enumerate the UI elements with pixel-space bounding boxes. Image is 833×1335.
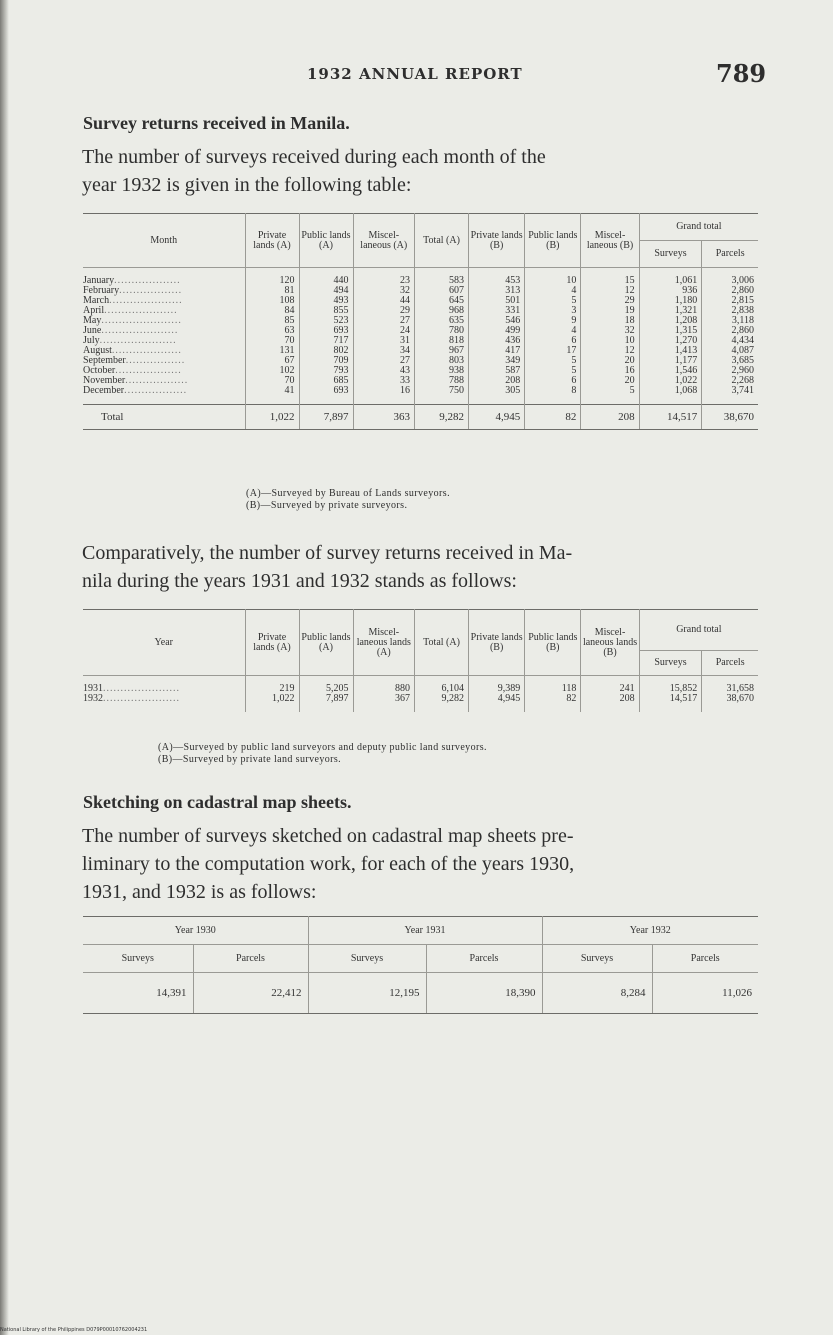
table-cell: 685	[299, 376, 353, 386]
table-cell: 4	[525, 326, 581, 336]
total-row	[83, 405, 758, 430]
table-cell: 34	[353, 346, 415, 356]
table-cell: 1,022	[639, 376, 702, 386]
table-cell: 436	[469, 336, 525, 346]
dot-leader: ...................	[115, 365, 182, 376]
table-cell: 29	[581, 296, 639, 306]
table-cell: 44	[353, 296, 415, 306]
table-cell: 4,434	[731, 335, 754, 346]
table-cell: 855	[299, 306, 353, 316]
col-month: Month	[83, 214, 245, 268]
table-cell: 717	[299, 336, 353, 346]
table-cell: 493	[299, 296, 353, 306]
table-cell: 3,118	[731, 315, 754, 326]
table-row	[83, 316, 758, 326]
table-cell: 1,180	[639, 296, 702, 306]
table-cell: 499	[469, 326, 525, 336]
col-total-a: Total (A)	[415, 214, 469, 268]
table-cell: 63	[245, 326, 299, 336]
paragraph-line: The number of surveys received during each month of the	[82, 146, 546, 168]
dot-leader: .....................	[104, 305, 178, 316]
table-cell: 219	[245, 684, 299, 694]
table-cell: 2,960	[731, 365, 754, 376]
table-row	[83, 336, 758, 346]
table-row	[83, 684, 758, 694]
col-miscellaneous-lands-b: Miscel-laneous lands (B)	[581, 610, 639, 676]
table-cell: 546	[469, 316, 525, 326]
col-miscellaneous-a: Miscel-laneous (A)	[353, 214, 415, 268]
table-cell: 587	[469, 366, 525, 376]
table-cell: 18	[581, 316, 639, 326]
table-cell: 2,815	[731, 295, 754, 306]
total-cell: 14,517	[639, 405, 702, 430]
total-cell: 82	[525, 405, 581, 430]
table-cell: 27	[353, 356, 415, 366]
row-label: May.......................	[83, 316, 245, 326]
table-cell: 1,177	[639, 356, 702, 366]
col-grand-total: Grand total	[639, 610, 758, 651]
table-cell: 2,268	[731, 375, 754, 386]
table-cell: 1,321	[639, 306, 702, 316]
col-private-lands-b: Private lands (B)	[469, 610, 525, 676]
total-cell: 208	[581, 405, 639, 430]
col-surveys-1932: Surveys	[542, 945, 652, 973]
col-year-1930: Year 1930	[83, 917, 308, 945]
table-cell: 32	[353, 286, 415, 296]
table-cell: 82	[525, 694, 581, 704]
col-miscellaneous-lands-a: Miscel-laneous lands (A)	[353, 610, 415, 676]
spacer-row	[83, 676, 758, 685]
row-label: February..................	[83, 286, 245, 296]
col-parcels-1930: Parcels	[193, 945, 308, 973]
table-cell: 967	[415, 346, 469, 356]
col-surveys-1930: Surveys	[83, 945, 193, 973]
table-cell: 1,413	[639, 346, 702, 356]
book-spine-shadow	[0, 0, 9, 1335]
col-parcels: Parcels	[702, 651, 758, 676]
table-cell: 208	[581, 694, 639, 704]
table-cell: 780	[415, 326, 469, 336]
table-cell: 494	[299, 286, 353, 296]
table-cell: 24	[353, 326, 415, 336]
table-cell: 16	[353, 386, 415, 396]
table-cell: 20	[581, 356, 639, 366]
table-cell: 793	[299, 366, 353, 376]
table-cell: 6	[525, 336, 581, 346]
row-label: July......................	[83, 336, 245, 346]
section-heading-survey-returns: Survey returns received in Manila.	[83, 113, 350, 133]
table-cell: 6,104	[415, 684, 469, 694]
table-cell: 20	[581, 376, 639, 386]
table-cell: 501	[469, 296, 525, 306]
table-cell: 693	[299, 386, 353, 396]
table-cell: 2,838	[731, 305, 754, 316]
section-heading-sketching: Sketching on cadastral map sheets.	[83, 792, 352, 812]
table-cell: 349	[469, 356, 525, 366]
table-cell: 417	[469, 346, 525, 356]
dot-leader: ..................	[125, 375, 189, 386]
spacer-row	[83, 268, 758, 277]
total-cell: 363	[353, 405, 415, 430]
table-cell: 709	[299, 356, 353, 366]
table-cell: 4,087	[731, 345, 754, 356]
table-cell: 3,685	[731, 355, 754, 366]
table-cell: 70	[245, 336, 299, 346]
paragraph-line: year 1932 is given in the following table:	[82, 174, 412, 196]
spacer-row	[83, 704, 758, 712]
table-cell: 18,390	[426, 973, 542, 1014]
dot-leader: ...................	[114, 275, 181, 286]
table-cell: 31,658	[726, 683, 754, 694]
page-number: 789	[716, 59, 767, 88]
table-cell: 8,284	[542, 973, 652, 1014]
table-cell: 9,389	[469, 684, 525, 694]
table-cell: 635	[415, 316, 469, 326]
dot-leader: .................	[125, 355, 186, 366]
table-cell: 12	[581, 286, 639, 296]
table-cell: 43	[353, 366, 415, 376]
spacer-row	[83, 396, 758, 405]
table-cell: 27	[353, 316, 415, 326]
paragraph-line: liminary to the computation work, for each of the years 1930,	[82, 853, 575, 875]
dot-leader: ......................	[103, 683, 180, 694]
col-surveys-1931: Surveys	[308, 945, 426, 973]
table-cell: 2,860	[731, 285, 754, 296]
table-cell: 5,205	[299, 684, 353, 694]
table-cell: 15	[581, 276, 639, 286]
table-row	[83, 276, 758, 286]
dot-leader: ....................	[111, 345, 182, 356]
col-public-lands-a: Public lands (A)	[299, 610, 353, 676]
table-cell: 16	[581, 366, 639, 376]
table-cell: 607	[415, 286, 469, 296]
dot-leader: ..................	[119, 285, 183, 296]
dot-leader: ......................	[103, 693, 180, 704]
paragraph-line: nila during the years 1931 and 1932 stands as follows:	[82, 570, 517, 592]
table-cell: 23	[353, 276, 415, 286]
table-cell: 802	[299, 346, 353, 356]
table-cell: 1,315	[639, 326, 702, 336]
table-cell: 880	[353, 684, 415, 694]
col-year-1931: Year 1931	[308, 917, 542, 945]
table-cell: 1,068	[639, 386, 702, 396]
row-label: September.................	[83, 356, 245, 366]
table-cell: 108	[245, 296, 299, 306]
table-cell: 81	[245, 286, 299, 296]
table-cell: 15,852	[639, 684, 702, 694]
table-cell: 5	[525, 356, 581, 366]
sketching-table	[83, 916, 758, 1014]
table-cell: 32	[581, 326, 639, 336]
table-cell: 241	[581, 684, 639, 694]
table-cell: 102	[245, 366, 299, 376]
col-surveys: Surveys	[639, 241, 702, 268]
table-cell: 440	[299, 276, 353, 286]
total-cell: 4,945	[469, 405, 525, 430]
col-year-1932: Year 1932	[542, 917, 758, 945]
paragraph-line: Comparatively, the number of survey returns received in Ma-	[82, 542, 573, 564]
table-cell: 367	[353, 694, 415, 704]
note-b: (B)—Surveyed by private surveyors.	[246, 500, 408, 511]
dot-leader: ......................	[99, 335, 177, 346]
table-row	[83, 296, 758, 306]
table2-notes	[158, 742, 487, 766]
dot-leader: .....................	[109, 295, 183, 306]
table-cell: 1,546	[639, 366, 702, 376]
total-label: Total	[83, 405, 245, 430]
table-row	[83, 286, 758, 296]
table-cell: 5	[525, 296, 581, 306]
col-grand-total: Grand total	[639, 214, 758, 241]
table-cell: 818	[415, 336, 469, 346]
table-cell: 6	[525, 376, 581, 386]
dot-leader: ..................	[124, 385, 188, 396]
table-row	[83, 973, 758, 1014]
table-cell: 2,860	[731, 325, 754, 336]
table-cell: 29	[353, 306, 415, 316]
table-cell: 33	[353, 376, 415, 386]
table-cell: 3,006	[731, 275, 754, 286]
table-cell: 1,270	[639, 336, 702, 346]
col-parcels-1931: Parcels	[426, 945, 542, 973]
row-label: June......................	[83, 326, 245, 336]
table-cell: 84	[245, 306, 299, 316]
table-cell: 693	[299, 326, 353, 336]
col-public-lands-a: Public lands (A)	[299, 214, 353, 268]
table-cell: 523	[299, 316, 353, 326]
row-label: January...................	[83, 276, 245, 286]
col-public-lands-b: Public lands (B)	[525, 610, 581, 676]
table-cell: 4	[525, 286, 581, 296]
table-cell: 583	[415, 276, 469, 286]
report-title: 1932 ANNUAL REPORT	[307, 65, 523, 83]
table-cell: 67	[245, 356, 299, 366]
total-cell: 38,670	[702, 405, 758, 430]
table-cell: 12,195	[308, 973, 426, 1014]
col-private-lands-a: Private lands (A)	[245, 610, 299, 676]
table-cell: 9,282	[415, 694, 469, 704]
row-label: August....................	[83, 346, 245, 356]
table-cell: 788	[415, 376, 469, 386]
table-cell: 10	[525, 276, 581, 286]
note-a: (A)—Surveyed by Bureau of Lands surveyors.	[246, 488, 450, 499]
table-cell: 7,897	[299, 694, 353, 704]
table-cell: 10	[581, 336, 639, 346]
table-cell: 305	[469, 386, 525, 396]
table-cell: 14,391	[83, 973, 193, 1014]
table-cell: 12	[581, 346, 639, 356]
note-b: (B)—Surveyed by private land surveyors.	[158, 754, 342, 765]
table-cell: 41	[245, 386, 299, 396]
library-signature: National Library of the Philippines D079P00010762004231	[0, 1327, 148, 1333]
running-header	[0, 59, 833, 92]
col-year: Year	[83, 610, 245, 676]
row-label: April.....................	[83, 306, 245, 316]
col-parcels: Parcels	[702, 241, 758, 268]
table-cell: 208	[469, 376, 525, 386]
table-cell: 118	[525, 684, 581, 694]
total-cell: 1,022	[245, 405, 299, 430]
table-cell: 936	[639, 286, 702, 296]
paragraph-line: The number of surveys sketched on cadastral map sheets pre-	[82, 825, 574, 847]
table-cell: 120	[245, 276, 299, 286]
table1-notes	[246, 488, 450, 512]
table-cell: 11,026	[652, 973, 758, 1014]
table-cell: 1,022	[245, 694, 299, 704]
col-total-a: Total (A)	[415, 610, 469, 676]
col-private-lands-a: Private lands (A)	[245, 214, 299, 268]
table-row	[83, 386, 758, 396]
col-public-lands-b: Public lands (B)	[525, 214, 581, 268]
table-row	[83, 306, 758, 316]
table-cell: 313	[469, 286, 525, 296]
paragraph-line: 1931, and 1932 is as follows:	[82, 881, 317, 903]
dot-leader: .......................	[101, 315, 182, 326]
table-cell: 331	[469, 306, 525, 316]
table-cell: 38,670	[726, 693, 754, 704]
table-cell: 31	[353, 336, 415, 346]
table-cell: 1,208	[639, 316, 702, 326]
note-a: (A)—Surveyed by public land surveyors and deputy public land surveyors.	[158, 742, 487, 753]
table-cell: 938	[415, 366, 469, 376]
paragraph-comparative	[82, 539, 754, 595]
paragraph-sketching	[82, 822, 754, 906]
total-cell: 7,897	[299, 405, 353, 430]
monthly-surveys-table	[83, 213, 758, 430]
table-cell: 17	[525, 346, 581, 356]
table-cell: 9	[525, 316, 581, 326]
table-cell: 4,945	[469, 694, 525, 704]
table-cell: 85	[245, 316, 299, 326]
table-cell: 14,517	[639, 694, 702, 704]
table-cell: 645	[415, 296, 469, 306]
yearly-comparison-table	[83, 609, 758, 712]
total-cell: 9,282	[415, 405, 469, 430]
table-cell: 19	[581, 306, 639, 316]
table-cell: 453	[469, 276, 525, 286]
col-parcels-1932: Parcels	[652, 945, 758, 973]
table-cell: 70	[245, 376, 299, 386]
table-cell: 1,061	[639, 276, 702, 286]
table-cell: 3	[525, 306, 581, 316]
row-label: March.....................	[83, 296, 245, 306]
row-label: October...................	[83, 366, 245, 376]
col-private-lands-b: Private lands (B)	[469, 214, 525, 268]
table-cell: 22,412	[193, 973, 308, 1014]
row-label: December..................	[83, 386, 245, 396]
table-cell: 5	[525, 366, 581, 376]
row-label: 1931......................	[83, 684, 245, 694]
row-label: November..................	[83, 376, 245, 386]
col-surveys: Surveys	[639, 651, 702, 676]
table-cell: 8	[525, 386, 581, 396]
dot-leader: ......................	[101, 325, 179, 336]
col-miscellaneous-b: Miscel-laneous (B)	[581, 214, 639, 268]
table-row	[83, 694, 758, 704]
row-label: 1932......................	[83, 694, 245, 704]
table-row	[83, 356, 758, 366]
paragraph-surveys-received	[82, 143, 754, 199]
table-cell: 968	[415, 306, 469, 316]
table-cell: 5	[581, 386, 639, 396]
table-cell: 803	[415, 356, 469, 366]
table-cell: 3,741	[731, 385, 754, 396]
table-row	[83, 326, 758, 336]
table-cell: 750	[415, 386, 469, 396]
table-cell: 131	[245, 346, 299, 356]
